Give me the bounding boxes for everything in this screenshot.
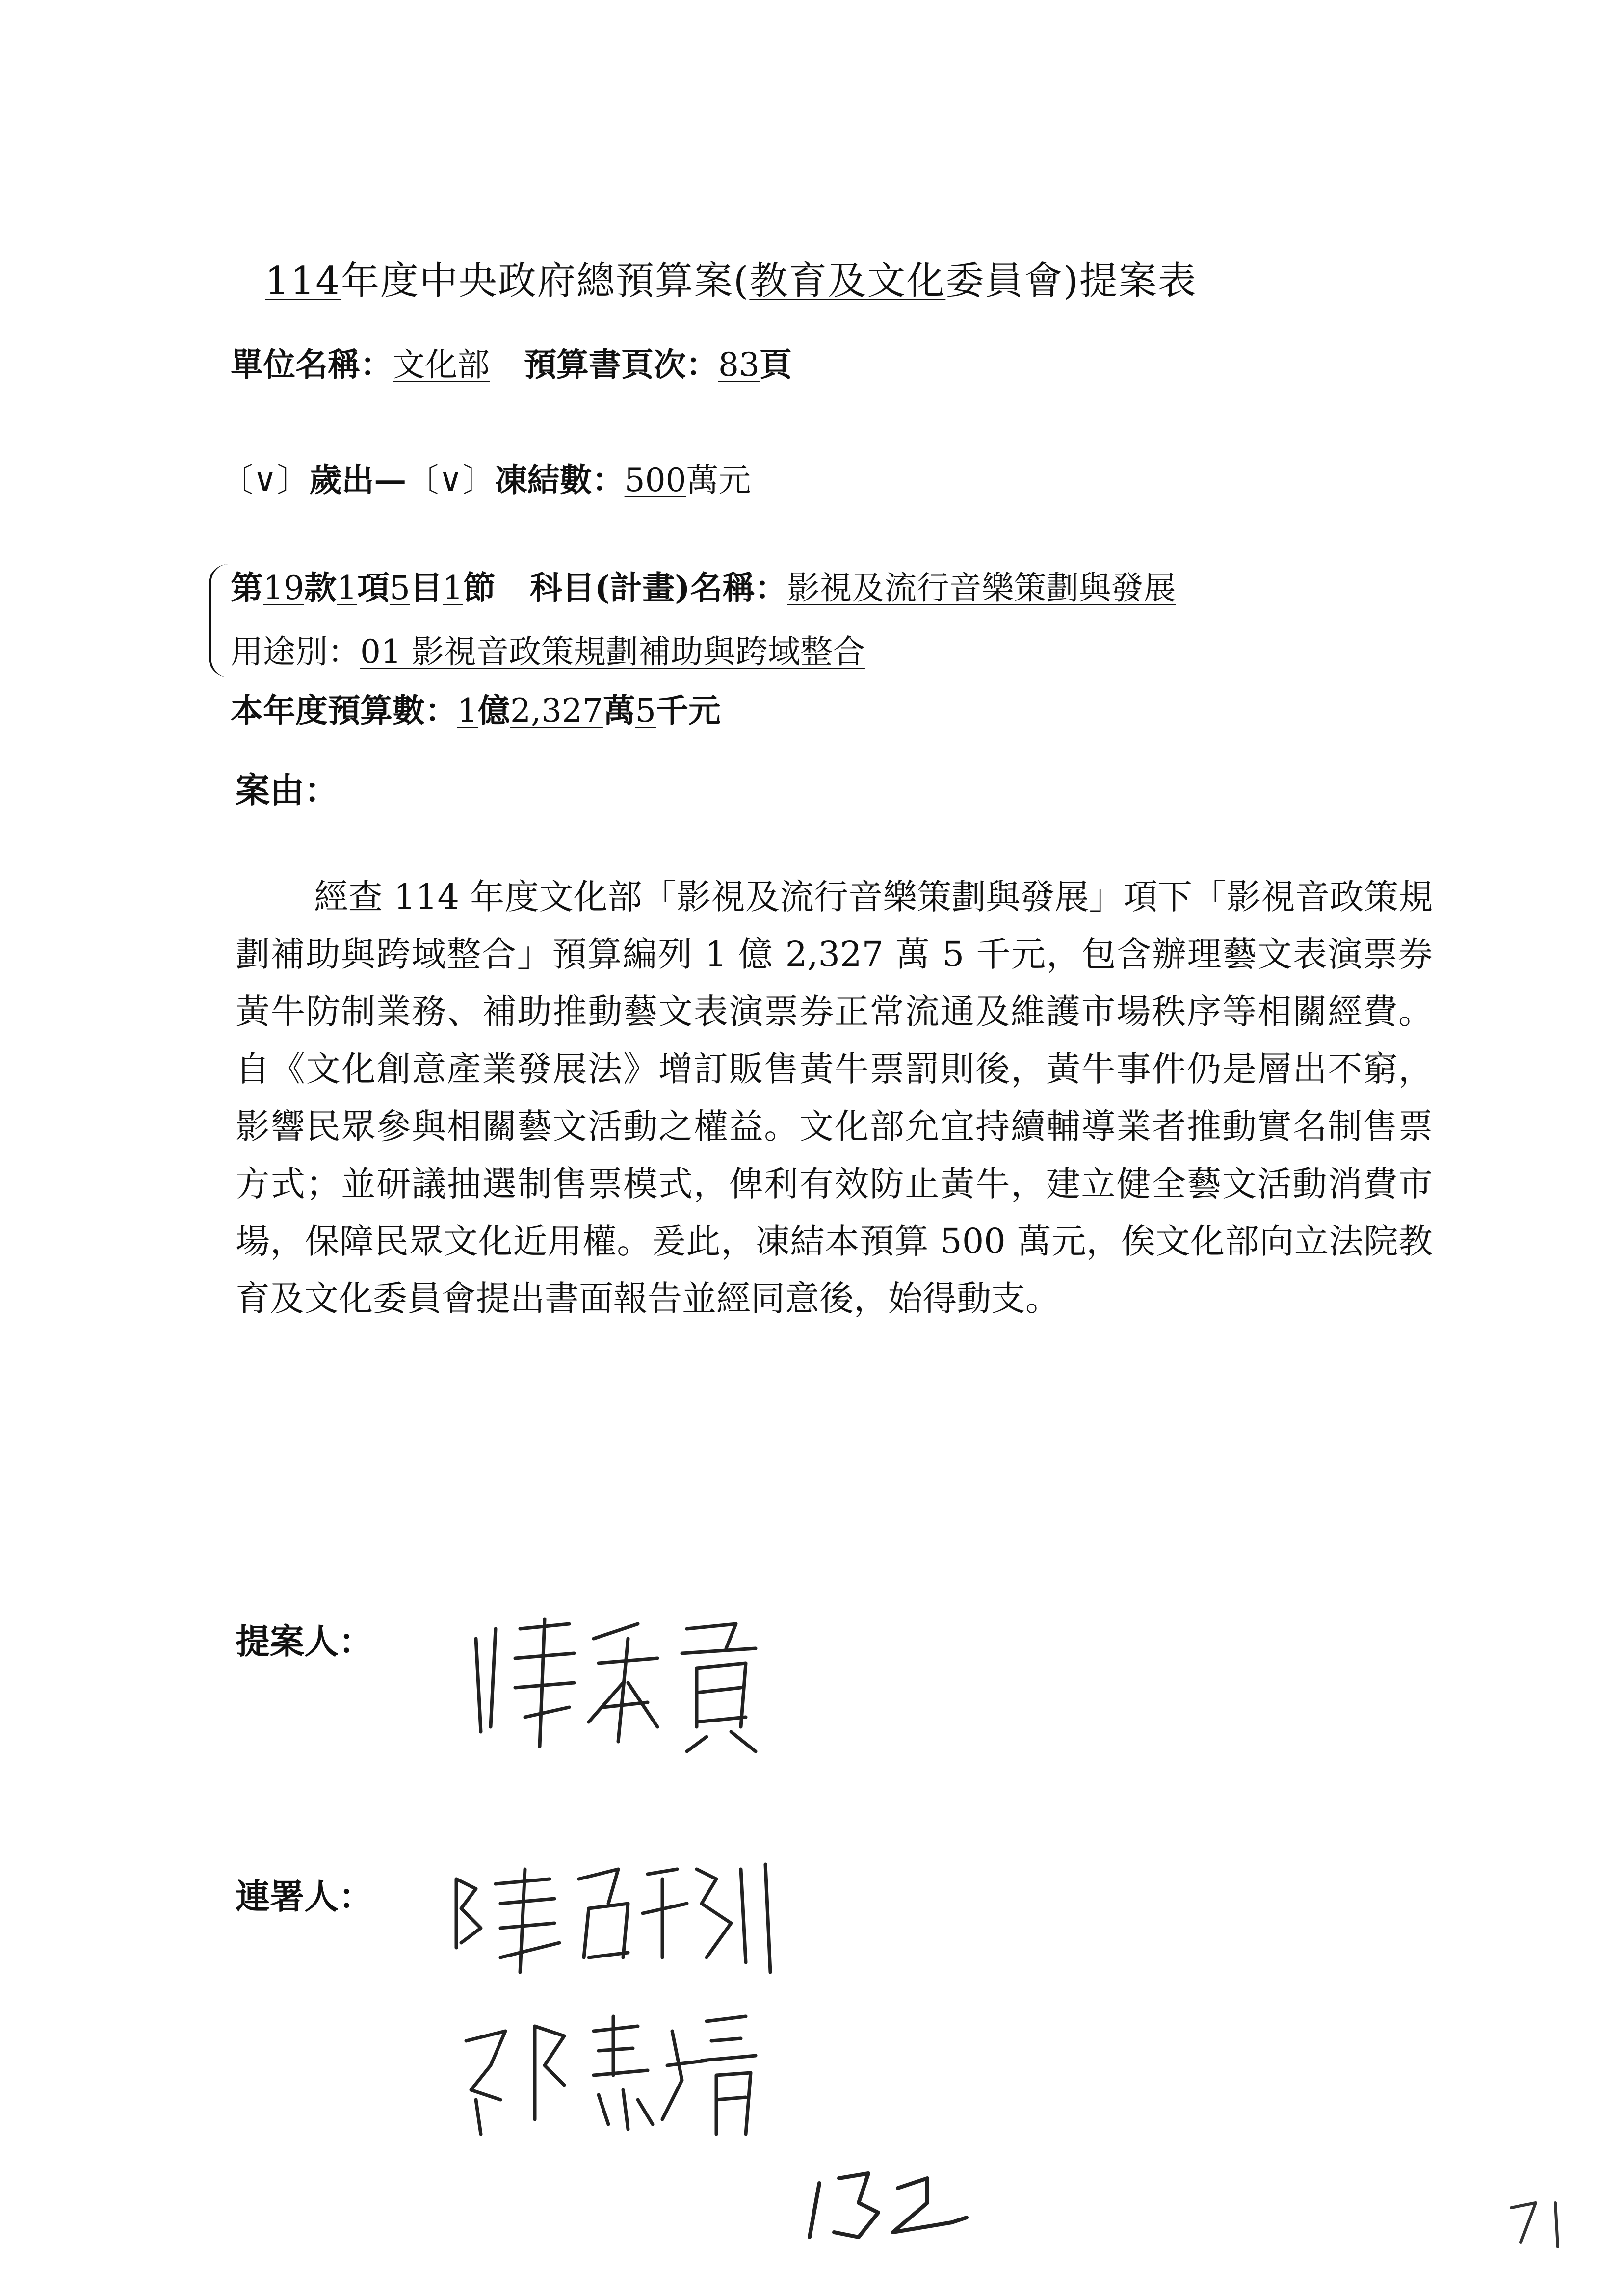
section-jie: 1 — [442, 569, 463, 607]
unit-row — [231, 339, 792, 385]
use-label: 用途別： — [231, 633, 360, 671]
reason-paragraph: 經查 114 年度文化部「影視及流行音樂策劃與發展」項下「影視音政策規劃補助與跨域整合」預算編列 1 億 2,327 萬 5 千元，包含辦理藝文表演票券黃牛防制業務、補助推動藝文表演票券正常流通及維護市場秩序等相關經費。自《文化創意產業發展法》增訂販售黃牛票罰則後，黃牛事件仍是層出不窮，影響民眾參與相關藝文活動之權益。文化部允宜持續輔導業者推動實名制售票方式；並研議抽選制售票模式，俾利有效防止黃牛，建立健全藝文活動消費市場，保障民眾文化近用權。爰此，凍結本預算 500 萬元，俟文化部向立法院教育及文化委員會提出書面報告並經同意後，始得動支。 — [236, 877, 1433, 1319]
budget-yi-unit: 億 — [478, 691, 510, 730]
page-ref-label: 預算書頁次： — [524, 345, 718, 384]
section-brace — [209, 564, 231, 677]
budget-label: 本年度預算數： — [231, 691, 457, 730]
budget-yi: 1 — [457, 692, 478, 730]
page-ref-value: 83 — [718, 346, 760, 384]
title-committee: 教育及文化 — [749, 259, 946, 303]
freeze-unit: 萬元 — [686, 461, 751, 499]
cosigner-label: 連署人： — [236, 1876, 373, 1917]
title-part1: 年度中央政府總預算案( — [341, 259, 750, 303]
use-row — [231, 626, 865, 672]
reason-heading: 案由： — [236, 770, 339, 810]
handwritten-page-number-center — [805, 2159, 971, 2247]
freeze-amount: 500 — [624, 461, 686, 499]
section-kuan: 19 — [263, 569, 304, 607]
title-part2: 委員會)提案表 — [945, 259, 1197, 303]
reason-body — [236, 868, 1433, 1328]
budget-wan-unit: 萬 — [602, 691, 635, 730]
checkbox-expenditure: 〔∨〕 — [221, 461, 310, 499]
budget-qian: 5 — [635, 692, 656, 730]
cosigner-signature-1 — [442, 1850, 795, 1982]
budget-row — [231, 684, 721, 731]
section-jie-label: 節 — [463, 569, 496, 607]
use-value: 01 影視音政策規劃補助與跨域整合 — [360, 633, 865, 671]
subject-name-label: 科目(計畫)名稱： — [529, 569, 787, 607]
unit-label: 單位名稱： — [231, 345, 393, 384]
page-ref-suffix: 頁 — [759, 345, 792, 384]
subject-name-value: 影視及流行音樂策劃與發展 — [787, 569, 1176, 607]
section-row — [231, 562, 1176, 608]
unit-value: 文化部 — [393, 346, 490, 384]
section-xiang-label: 項 — [357, 569, 390, 607]
section-mu: 5 — [389, 569, 410, 607]
budget-qian-unit: 千元 — [655, 691, 721, 730]
cosigner-signature-2 — [451, 2002, 795, 2144]
section-prefix: 第 — [231, 569, 263, 607]
budget-wan: 2,327 — [510, 692, 603, 730]
page-title — [265, 250, 1197, 305]
checkbox-freeze: 〔∨〕 — [406, 461, 495, 499]
expenditure-label: 歲出— — [309, 461, 407, 499]
title-year: 114 — [265, 259, 341, 303]
section-xiang: 1 — [336, 569, 357, 607]
section-mu-label: 目 — [410, 569, 443, 607]
freeze-row — [221, 454, 751, 500]
freeze-label: 凍結數： — [495, 461, 625, 499]
proposer-label: 提案人： — [236, 1621, 373, 1662]
proposer-signature — [461, 1609, 805, 1756]
handwritten-page-number-right — [1501, 2193, 1580, 2252]
section-kuan-label: 款 — [304, 569, 337, 607]
